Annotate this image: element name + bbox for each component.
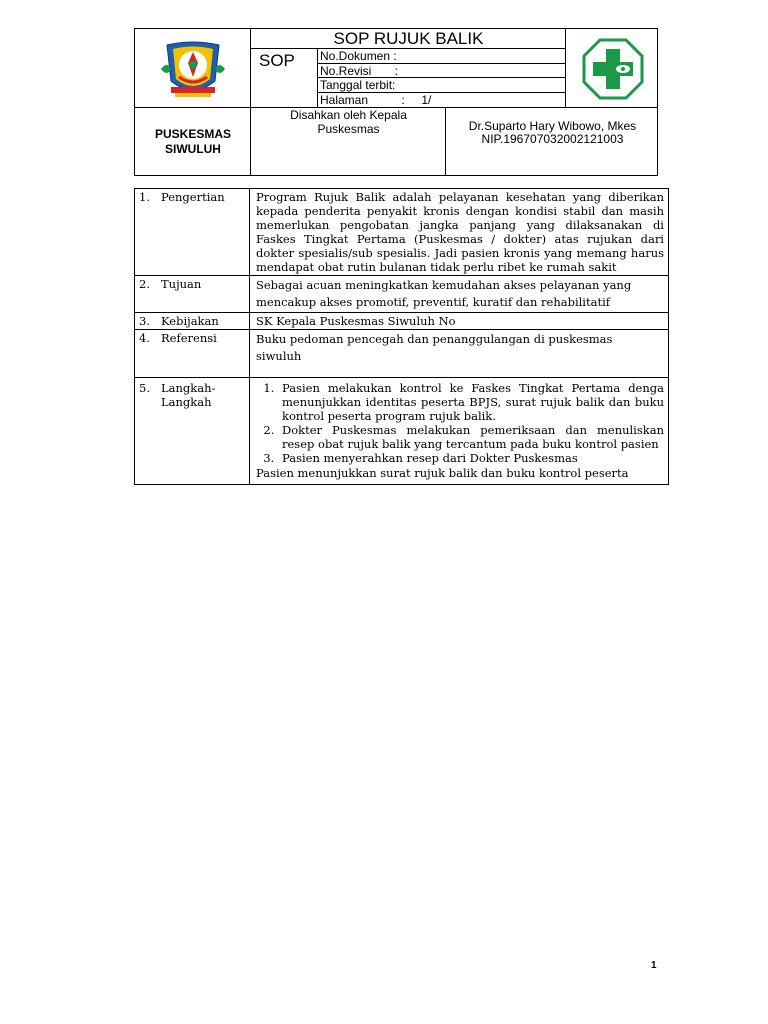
- section-label-kebijakan: [135, 313, 250, 329]
- regional-emblem-logo: [157, 39, 229, 101]
- signer-name: Dr.Suparto Hary Wibowo, Mkes: [468, 119, 637, 133]
- puskesmas-logo: [581, 37, 645, 101]
- list-item: 1. Pasien melakukan kontrol ke Faskes Tingkat Pertama denga menunjukkan identitas peserta BPJS, surat rujuk balik dan buku kontrol peserta program rujuk balik.: [278, 381, 664, 423]
- table-row: [135, 377, 668, 484]
- steps-note: Pasien menunjukkan surat rujuk balik dan buku kontrol peserta: [256, 466, 629, 480]
- puskesmas-name-line2: SIWULUH: [164, 142, 221, 156]
- section-label-pengertian: [135, 189, 250, 275]
- sop-content-table: [134, 188, 669, 485]
- section-label: Kebijakan: [161, 314, 219, 328]
- section-text-tujuan: Sebagai acuan meningkatkan kemudahan akses pelayanan yang mencakup akses promotif, preventif, kuratif dan rehabilitatif: [256, 278, 632, 309]
- section-number: 1.: [139, 190, 150, 204]
- table-row: [135, 329, 668, 377]
- sop-header-table: [134, 28, 658, 176]
- section-label: Referensi: [161, 331, 217, 345]
- list-item: 3. Pasien menyerahkan resep dari Dokter Puskesmas: [278, 451, 664, 465]
- section-label: Pengertian: [161, 190, 225, 204]
- section-label: Tujuan: [161, 277, 202, 291]
- approved-line1: Disahkan oleh Kepala: [290, 108, 407, 122]
- no-revisi-field: No.Revisi :: [320, 64, 399, 78]
- section-label-langkah: [135, 378, 250, 484]
- section-number: 3.: [139, 314, 150, 328]
- tanggal-terbit-field: Tanggal terbit:: [320, 78, 396, 92]
- approved-by: [251, 108, 446, 136]
- section-label: Langkah: [161, 395, 212, 409]
- table-row: [135, 275, 668, 312]
- list-item: 2. Dokter Puskesmas melakukan pemeriksaan dan menuliskan resep obat rujuk balik yang tercantum pada buku kontrol pasien: [278, 423, 664, 451]
- section-label: Langkah-: [161, 381, 216, 395]
- puskesmas-name-line1: PUSKESMAS: [154, 127, 231, 141]
- section-text-referensi: Buku pedoman pencegah dan penanggulangan di puskesmas siwuluh: [256, 332, 613, 363]
- section-number: 2.: [139, 277, 150, 291]
- halaman-field: Halaman : 1/: [320, 93, 432, 107]
- signer-block: [446, 120, 659, 146]
- sop-label: SOP: [259, 51, 295, 70]
- section-text-pengertian: Program Rujuk Balik adalah pelayanan kesehatan yang diberikan kepada penderita penyakit kronis dengan kondisi stabil dan masih memerlukan pengobatan jangka panjang yang dilaksanakan di Faskes Tingkat Pertama (Puskesmas / dokter) atas rujukan dari dokter spesialis/sub spesialis. Jadi pasien kronis yang memang harus mendapat obat rutin bulanan tidak perlu ribet ke rumah sakit: [256, 190, 664, 274]
- table-row: [135, 189, 668, 275]
- section-label-referensi: [135, 330, 250, 377]
- page-number: 1: [651, 960, 657, 971]
- table-row: [135, 312, 668, 329]
- section-text-langkah: [250, 378, 668, 484]
- approved-line2: Puskesmas: [317, 122, 380, 136]
- section-label-tujuan: [135, 276, 250, 312]
- no-dokumen-field: No.Dokumen :: [320, 49, 397, 63]
- puskesmas-name: [135, 108, 251, 176]
- section-number: 4.: [139, 331, 150, 345]
- signer-nip: NIP.196707032002121003: [481, 132, 624, 146]
- section-number: 5.: [139, 381, 150, 395]
- page-title: SOP RUJUK BALIK: [333, 29, 484, 48]
- section-text-kebijakan: SK Kepala Puskesmas Siwuluh No: [256, 314, 456, 328]
- steps-list: [256, 381, 664, 465]
